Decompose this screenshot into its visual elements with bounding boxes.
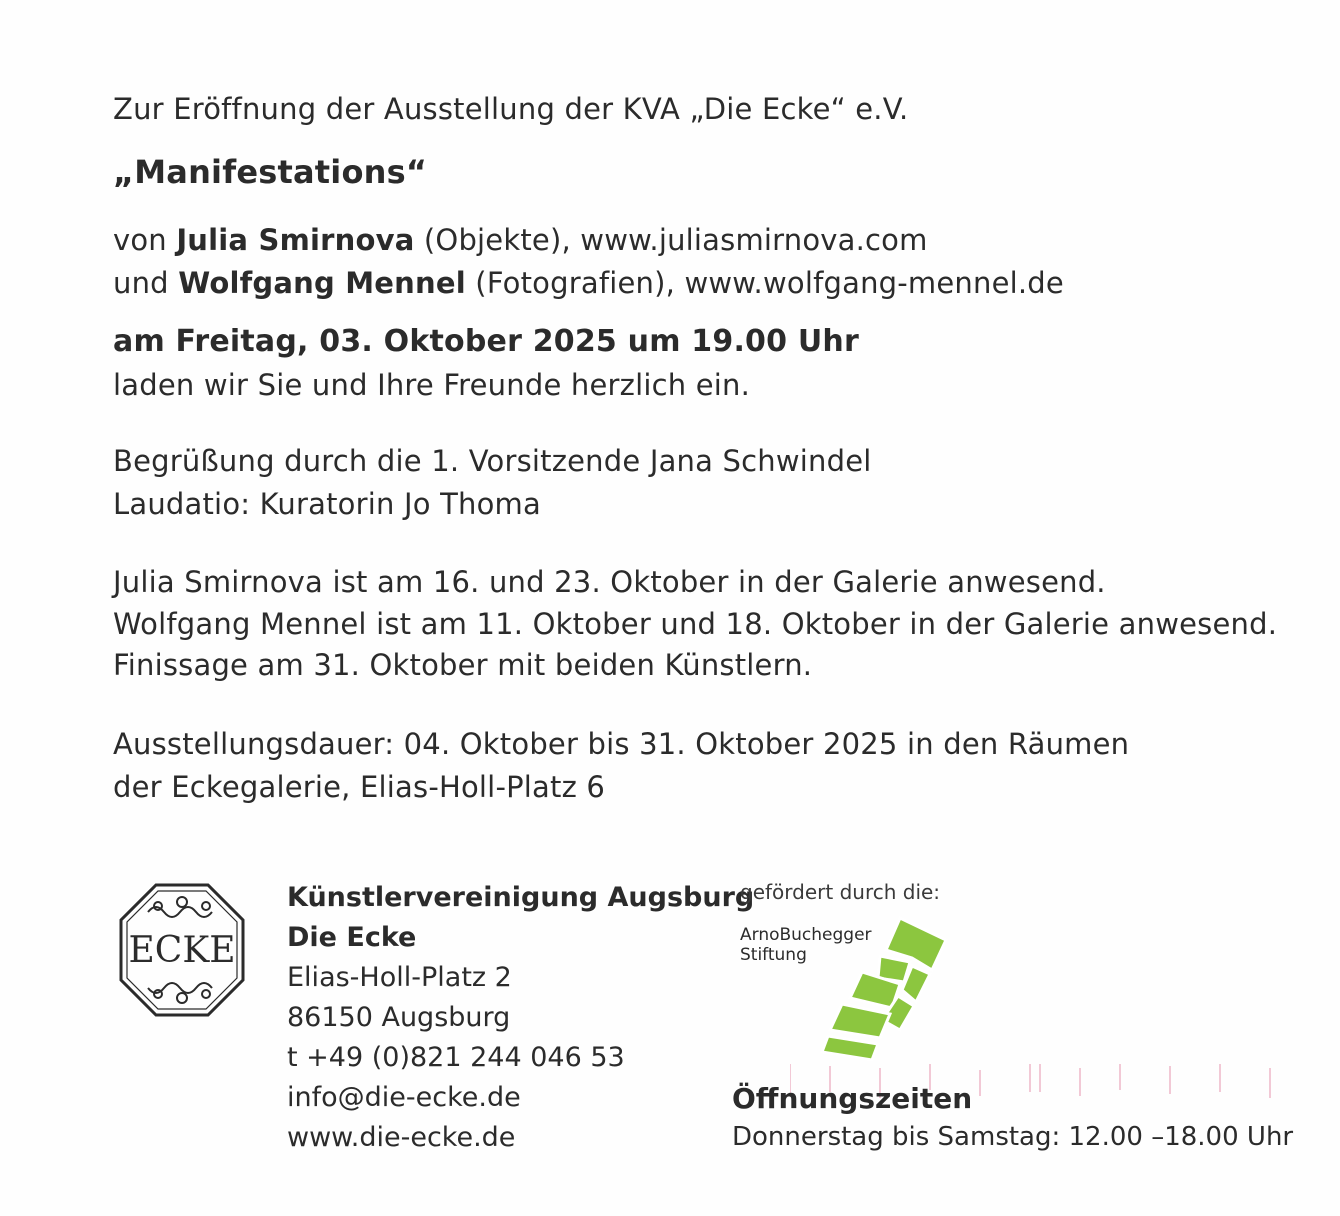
exhibition-title: „Manifestations“ [113, 153, 428, 191]
greeting-line: Begrüßung durch die 1. Vorsitzende Jana Schwindel [113, 444, 872, 478]
organization-block [287, 878, 754, 1158]
artist2-name: Wolfgang Mennel [178, 266, 466, 300]
artist1-suffix: (Objekte), www.juliasmirnova.com [414, 223, 928, 257]
org-name: Künstlervereinigung Augsburg [287, 882, 755, 913]
org-website[interactable]: www.die-ecke.de [287, 1122, 516, 1153]
org-email[interactable]: info@die-ecke.de [287, 1082, 521, 1113]
event-date: am Freitag, 03. Oktober 2025 um 19.00 Uhr [113, 324, 859, 359]
artist1-name: Julia Smirnova [176, 223, 415, 257]
presence-line-1: Julia Smirnova ist am 16. und 23. Oktober in der Galerie anwesend. [113, 565, 1106, 599]
laudatio-line: Laudatio: Kuratorin Jo Thoma [113, 487, 541, 521]
presence-line-2: Wolfgang Mennel ist am 11. Oktober und 18. Oktober in der Galerie anwesend. [113, 607, 1278, 641]
sponsor-name-line1: ArnoBuchegger [740, 925, 872, 945]
duration-line-1: Ausstellungsdauer: 04. Oktober bis 31. Oktober 2025 in den Räumen [113, 727, 1130, 761]
artist2-suffix: (Fotografien), www.wolfgang-mennel.de [465, 266, 1064, 300]
org-subname: Die Ecke [287, 922, 417, 953]
finissage-line: Finissage am 31. Oktober mit beiden Künstlern. [113, 648, 813, 682]
ecke-logo [118, 882, 246, 1018]
sponsor-label: gefördert durch die: [740, 880, 941, 904]
org-street: Elias-Holl-Platz 2 [287, 962, 512, 993]
opening-hours-heading: Öffnungszeiten [732, 1082, 973, 1115]
opening-hours-text: Donnerstag bis Samstag: 12.00 –18.00 Uhr [732, 1122, 1294, 1152]
org-city: 86150 Augsburg [287, 1002, 511, 1033]
duration-line-2: der Eckegalerie, Elias-Holl-Platz 6 [113, 770, 606, 804]
artist2-prefix: und [113, 266, 179, 300]
sponsor-name-line2: Stiftung [740, 945, 807, 965]
sponsor-logo [820, 912, 950, 1062]
invite-line: laden wir Sie und Ihre Freunde herzlich ein. [113, 368, 751, 402]
intro-line: Zur Eröffnung der Ausstellung der KVA „Die Ecke“ e.V. [113, 92, 909, 126]
org-phone: t +49 (0)821 244 046 53 [287, 1042, 625, 1073]
artist1-line [113, 223, 928, 257]
artist1-prefix: von [113, 223, 177, 257]
artist2-line [113, 266, 1064, 300]
logo-text: ECKE [128, 930, 236, 971]
